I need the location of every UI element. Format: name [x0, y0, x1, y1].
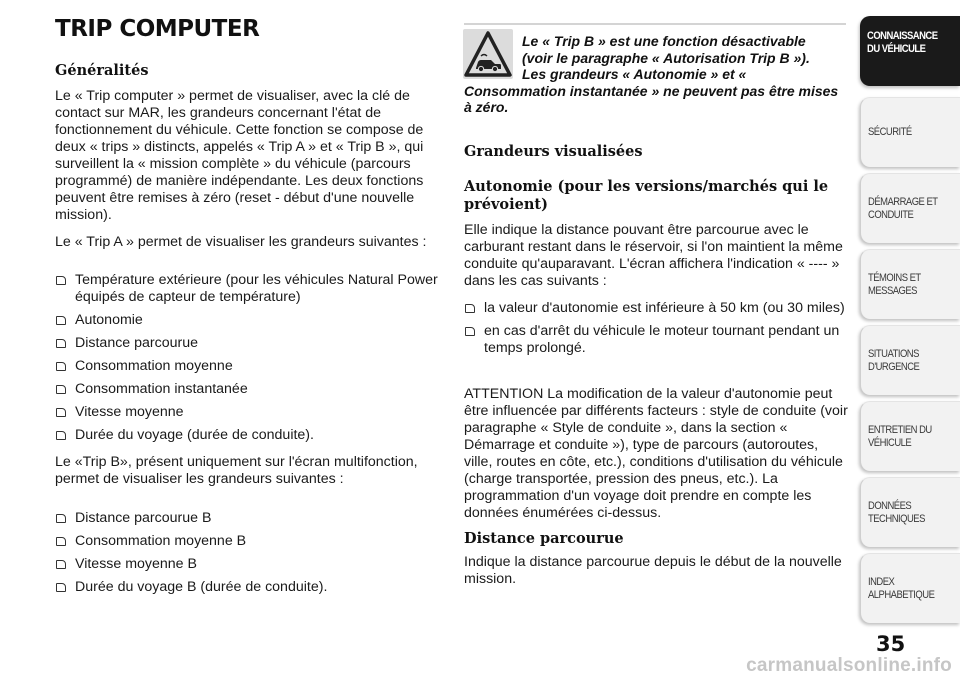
list-item: Autonomie — [55, 312, 440, 329]
checkbox-bullet-icon — [56, 408, 66, 417]
tab-connaissance-du-vehicule[interactable]: CONNAISSANCE DU VÉHICULE — [860, 16, 960, 86]
paragraph-autonomie: Elle indique la distance pouvant être parcourue avec le carburant restant dans le réservoir, si l'on maintient la même conduite qu'auparavant. L'écran affichera l'indication « ---- » dans les cas suivants : — [464, 222, 843, 289]
checkbox-bullet-icon — [56, 276, 66, 285]
list-item: Consommation moyenne — [55, 358, 440, 375]
tab-entretien-du-vehicule[interactable]: ENTRETIEN DU VÉHICULE — [860, 401, 960, 471]
paragraph-trip-a: Le « Trip A » permet de visualiser les grandeurs suivantes : — [55, 234, 427, 250]
tab-situations-d-urgence[interactable]: SITUATIONS D'URGENCE — [860, 325, 960, 395]
warning-line: Consommation instantanée » ne peuvent pas être mises à zéro. — [464, 82, 839, 116]
list-item: Vitesse moyenne — [55, 404, 440, 421]
paragraph-attention: ATTENTION La modification de la valeur d'autonomie peut être influencée par différents facteurs : style de conduite (voir paragraphe « Style de conduite », dans la section « Démarrage et conduite »), type de parcours (autoroutes, ville, routes en côte, etc.), conditions d'utilisation du véhicule (charge transportée, pression des pneus, etc.). La programmation d'un voyage doit prendre en compte les données énumérées ci-dessus. — [464, 386, 848, 521]
list-item: Durée du voyage B (durée de conduite). — [55, 579, 440, 596]
tab-index-alphabetique[interactable]: INDEX ALPHABETIQUE — [860, 553, 960, 623]
list-item: en cas d'arrêt du véhicule le moteur tournant pendant un temps prolongé. — [464, 323, 850, 357]
list-item: Consommation instantanée — [55, 381, 440, 398]
section-divider — [464, 23, 846, 25]
list-item: Consommation moyenne B — [55, 533, 440, 550]
checkbox-bullet-icon — [56, 339, 66, 348]
checkbox-bullet-icon — [465, 304, 475, 313]
checkbox-bullet-icon — [465, 327, 475, 336]
list-item: la valeur d'autonomie est inférieure à 50 km (ou 30 miles) — [464, 300, 850, 317]
warning-note — [464, 33, 849, 116]
watermark: carmanualsonline.info — [746, 655, 952, 676]
heading-generalites: Généralités — [55, 62, 149, 79]
list-autonomie — [464, 300, 850, 363]
chapter-tabs — [860, 16, 960, 632]
paragraph-distance: Indique la distance parcourue depuis le début de la nouvelle mission. — [464, 554, 842, 587]
heading-distance-parcourue: Distance parcourue — [464, 530, 624, 547]
tab-demarrage-et-conduite[interactable]: DÉMARRAGE ET CONDUITE — [860, 173, 960, 243]
paragraph-intro: Le « Trip computer » permet de visualiser, avec la clé de contact sur MAR, les grandeurs concernant l'état de fonctionnement du véhicule. Cette fonction se compose de deux « trips » distincts, appelés « Trip A » et « Trip B », qui surveillent la « mission complète » du véhicule (parcours programmé) de manière indépendante. Les deux fonctions peuvent être remises à zéro (reset - début d'une nouvelle mission). — [55, 88, 424, 223]
list-item: Durée du voyage (durée de conduite). — [55, 427, 440, 444]
list-item: Température extérieure (pour les véhicules Natural Power équipés de capteur de température) — [55, 272, 440, 306]
checkbox-bullet-icon — [56, 385, 66, 394]
list-item: Distance parcourue — [55, 335, 440, 352]
checkbox-bullet-icon — [56, 316, 66, 325]
tab-temoins-et-messages[interactable]: TÉMOINS ET MESSAGES — [860, 249, 960, 319]
list-trip-a — [55, 272, 440, 450]
warning-line: (voir le paragraphe « Autorisation Trip B »). — [522, 49, 810, 66]
heading-grandeurs-visualisees: Grandeurs visualisées — [464, 143, 643, 160]
checkbox-bullet-icon — [56, 431, 66, 440]
list-item: Distance parcourue B — [55, 510, 440, 527]
paragraph-trip-b: Le «Trip B», présent uniquement sur l'écran multifonction, permet de visualiser les grandeurs suivantes : — [55, 454, 418, 487]
checkbox-bullet-icon — [56, 537, 66, 546]
tab-securite[interactable]: SÉCURITÉ — [860, 97, 960, 167]
checkbox-bullet-icon — [56, 514, 66, 523]
page-number: 35 — [876, 632, 906, 656]
warning-line: Les grandeurs « Autonomie » et « — [522, 66, 747, 83]
heading-autonomie: Autonomie (pour les versions/marchés qui le prévoient) — [464, 178, 829, 213]
list-trip-b — [55, 510, 440, 602]
checkbox-bullet-icon — [56, 583, 66, 592]
tab-donnees-techniques[interactable]: DONNÉES TECHNIQUES — [860, 477, 960, 547]
warning-line: Le « Trip B » est une fonction désactivable — [522, 33, 806, 49]
list-item: Vitesse moyenne B — [55, 556, 440, 573]
page-title: TRIP COMPUTER — [55, 16, 260, 42]
checkbox-bullet-icon — [56, 362, 66, 371]
checkbox-bullet-icon — [56, 560, 66, 569]
